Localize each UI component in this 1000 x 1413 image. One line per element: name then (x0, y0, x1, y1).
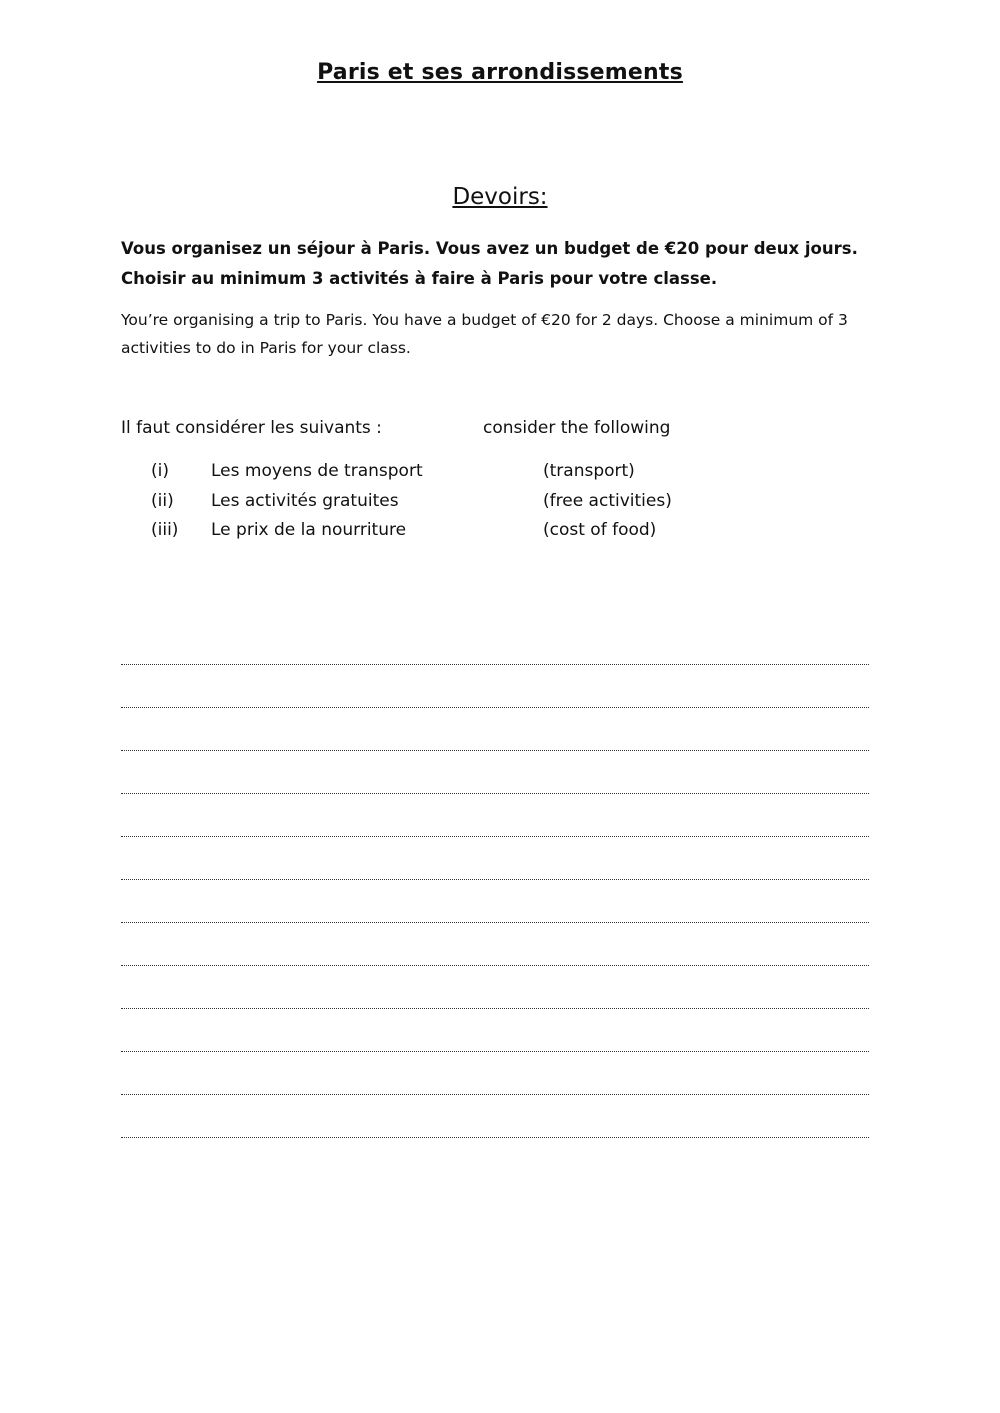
answer-line[interactable] (121, 1094, 869, 1095)
instructions-french-line: Choisir au minimum 3 activités à faire à Paris pour votre classe. (121, 269, 718, 288)
list-item (0, 491, 1000, 521)
instructions-french-line: Vous organisez un séjour à Paris. Vous avez un budget de €20 pour deux jours. (121, 239, 858, 258)
list-item (0, 520, 1000, 550)
answer-line[interactable] (121, 750, 869, 751)
list-item-french: Les moyens de transport (211, 461, 423, 481)
page-title: Paris et ses arrondissements (317, 60, 683, 85)
list-item-number: (iii) (151, 520, 179, 540)
consider-label-english: consider the following (483, 418, 671, 438)
answer-line[interactable] (121, 1137, 869, 1138)
instructions-french (121, 234, 901, 294)
answer-line[interactable] (121, 922, 869, 923)
list-item-english: (free activities) (543, 491, 672, 511)
list-item-english: (cost of food) (543, 520, 657, 540)
answer-line[interactable] (121, 664, 869, 665)
answer-line[interactable] (121, 836, 869, 837)
answer-line[interactable] (121, 879, 869, 880)
list-item-french: Le prix de la nourriture (211, 520, 407, 540)
answer-line[interactable] (121, 707, 869, 708)
list-item-number: (i) (151, 461, 169, 481)
instructions-english-line: You’re organising a trip to Paris. You have a budget of €20 for 2 days. Choose a minimum of 3 (121, 311, 848, 329)
answer-line[interactable] (121, 1008, 869, 1009)
answer-line[interactable] (121, 965, 869, 966)
answer-line[interactable] (121, 1051, 869, 1052)
list-item (0, 461, 1000, 491)
list-item-english: (transport) (543, 461, 635, 481)
list-item-number: (ii) (151, 491, 174, 511)
answer-line[interactable] (121, 793, 869, 794)
section-heading: Devoirs: (452, 184, 548, 210)
consider-label-french: Il faut considérer les suivants : (121, 418, 382, 438)
instructions-english-line: activities to do in Paris for your class. (121, 339, 411, 357)
instructions-english (121, 306, 901, 362)
list-item-french: Les activités gratuites (211, 491, 399, 511)
